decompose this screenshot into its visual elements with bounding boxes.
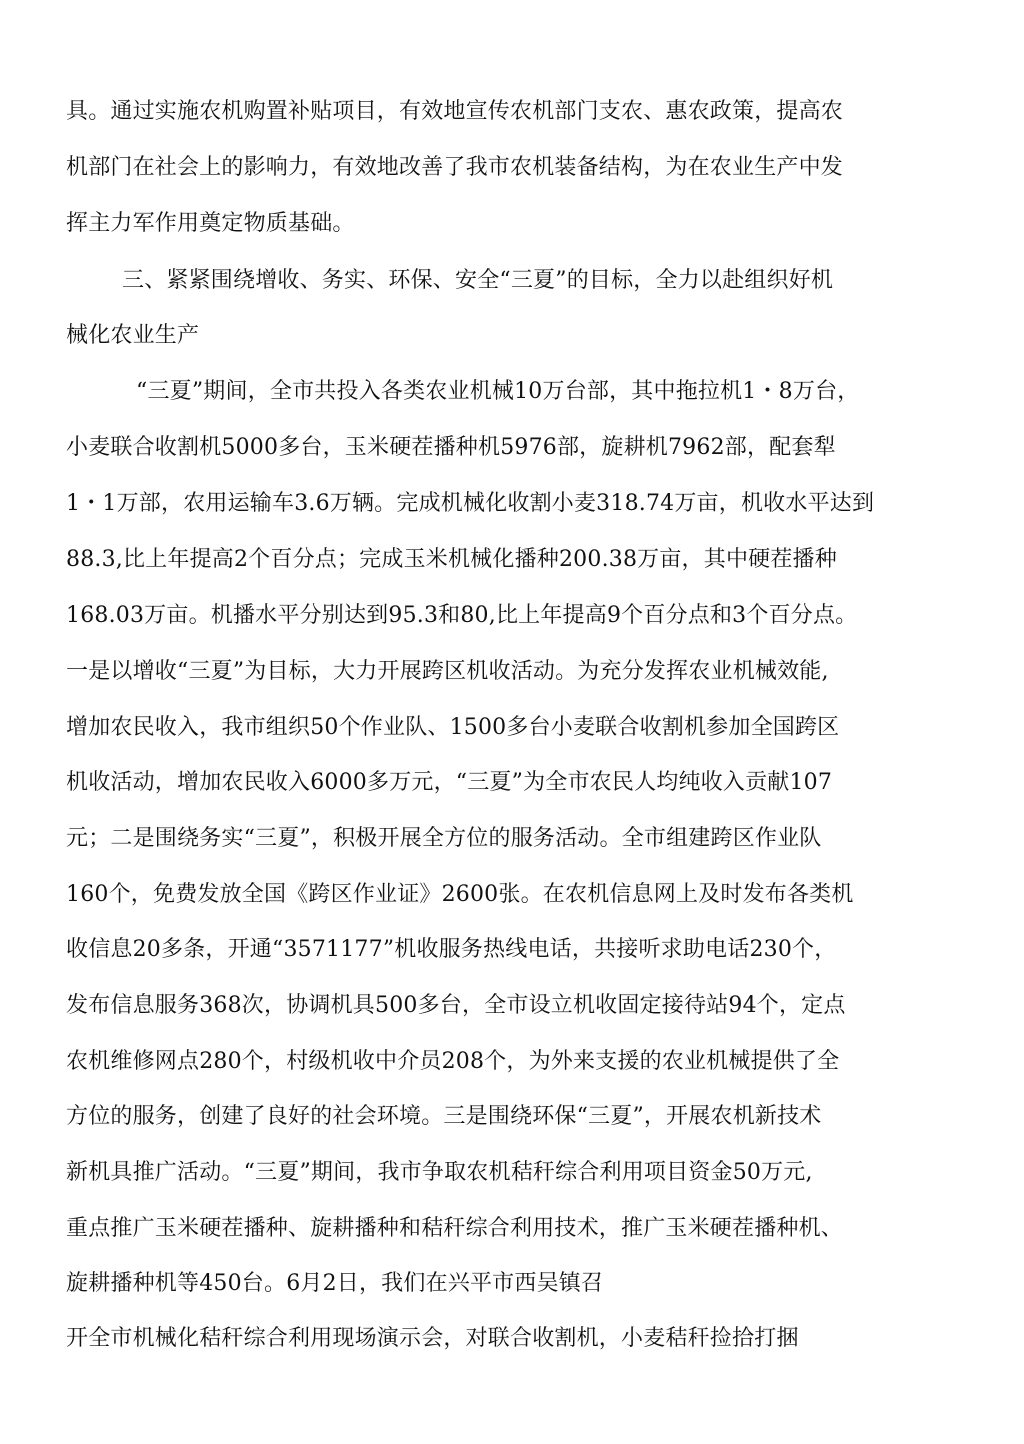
- section-heading-line: 械化农业生产: [66, 323, 200, 348]
- text-line: 小麦联合收割机5000多台，玉米硬茬播种机5976部，旋耕机7962部，配套犁: [66, 435, 836, 460]
- text-line: 机收活动，增加农民收入6000多万元，“三夏”为全市农民人均纯收入贡献107: [66, 770, 833, 795]
- text-line: 168.03万亩。机播水平分别达到95.3和80,比上年提高9个百分点和3个百分点。: [66, 603, 858, 628]
- text-line: 机部门在社会上的影响力，有效地改善了我市农机装备结构，为在农业生产中发: [66, 155, 844, 180]
- text-line: 160个，免费发放全国《跨区作业证》2600张。在农机信息网上及时发布各类机: [66, 882, 854, 907]
- text-line: 1・1万部，农用运输车3.6万辆。完成机械化收割小麦318.74万亩，机收水平达到: [66, 491, 875, 516]
- text-line: 旋耕播种机等450台。6月2日，我们在兴平市西吴镇召: [66, 1271, 604, 1296]
- text-line: 新机具推广活动。“三夏”期间，我市争取农机秸秆综合利用项目资金50万元,: [66, 1160, 813, 1185]
- text-line: 方位的服务，创建了良好的社会环境。三是围绕环保“三夏”，开展农机新技术: [66, 1104, 822, 1129]
- text-line: 一是以增收“三夏”为目标，大力开展跨区机收活动。为充分发挥农业机械效能,: [66, 659, 829, 684]
- text-line: 重点推广玉米硬茬播种、旋耕播种和秸秆综合利用技术，推广玉米硬茬播种机、: [66, 1216, 844, 1241]
- text-line: 挥主力军作用奠定物质基础。: [66, 211, 355, 236]
- text-line: 具。通过实施农机购置补贴项目，有效地宣传农机部门支农、惠农政策，提高农: [66, 99, 844, 124]
- text-line: 收信息20多条，开通“3571177”机收服务热线电话，共接听求助电话230个，: [66, 937, 837, 962]
- text-line: “三夏”期间，全市共投入各类农业机械10万台部，其中拖拉机1・8万台，: [136, 379, 860, 404]
- section-heading-line: 三、紧紧围绕增收、务实、环保、安全“三夏”的目标，全力以赴组织好机: [122, 268, 834, 293]
- text-line: 农机维修网点280个，村级机收中介员208个，为外来支援的农业机械提供了全: [66, 1049, 840, 1074]
- text-line: 开全市机械化秸秆综合利用现场演示会，对联合收割机，小麦秸秆捡拾打捆: [66, 1326, 799, 1351]
- text-line: 88.3,比上年提高2个百分点；完成玉米机械化播种200.38万亩，其中硬茬播种: [66, 547, 837, 572]
- text-line: 增加农民收入，我市组织50个作业队、1500多台小麦联合收割机参加全国跨区: [66, 715, 840, 740]
- text-line: 发布信息服务368次，协调机具500多台，全市设立机收固定接待站94个，定点: [66, 993, 846, 1018]
- text-line: 元；二是围绕务实“三夏”，积极开展全方位的服务活动。全市组建跨区作业队: [66, 826, 822, 851]
